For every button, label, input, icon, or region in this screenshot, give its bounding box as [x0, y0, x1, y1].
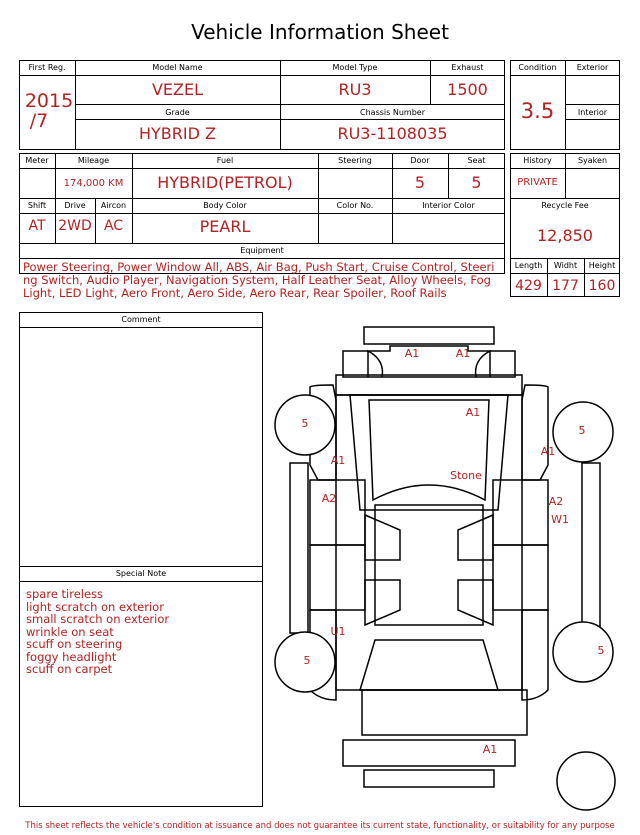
exhaust-label: Exhaust [451, 63, 484, 72]
mark-front-left-fender: A1 [330, 454, 346, 467]
tire-marks [302, 417, 605, 667]
left-front-door [310, 480, 365, 545]
condition-label: Condition [518, 63, 557, 72]
seat-value: 5 [471, 173, 482, 192]
history-label: History [523, 156, 552, 165]
fuel-label: Fuel [216, 156, 234, 165]
mark-front-right-fender: A1 [540, 445, 556, 458]
exhaust-value: 1500 [447, 80, 488, 99]
special-note-label: Special Note [115, 569, 167, 578]
mark-hood-left: A1 [404, 347, 420, 360]
drive-value: 2WD [58, 218, 92, 234]
width-label: Widht [553, 261, 578, 270]
damage-marks [322, 347, 569, 756]
special-note-item: scuff on steering [26, 637, 123, 651]
special-note-item: light scratch on exterior [26, 599, 164, 614]
trunk [362, 690, 527, 735]
first-reg-year: 2015 [24, 90, 74, 112]
right-side-skirt [582, 463, 600, 633]
color-no-label: Color No. [336, 201, 374, 210]
meter-label: Meter [25, 156, 49, 165]
special-note-item: scuff on carpet [26, 662, 113, 676]
equipment-list: Power Steering, Power Window All, ABS, Air Bag, Push Start, Cruise Control, Steering Switch, Audio Player, Navigation System, Half Leather Seat, Alloy Wheels, Fog Light, LED Light, Aero Front, Aero Side, Aero Rear, Rear Spoiler, Roof Rails [23, 260, 495, 300]
right-headlight [476, 351, 490, 377]
recycle-fee-label: Recycle Fee [541, 201, 589, 210]
body-color-value: PEARL [199, 217, 251, 236]
right-front-door [493, 480, 548, 545]
seat-label: Seat [467, 156, 486, 165]
left-side-skirt [290, 463, 308, 633]
spare-tire [557, 752, 615, 810]
left-headlight [368, 351, 382, 377]
length-value: 429 [515, 278, 542, 294]
tire-front-right-mark: 5 [578, 424, 586, 437]
door-value: 5 [414, 173, 426, 192]
history-value: PRIVATE [517, 177, 558, 188]
length-label: Length [514, 261, 543, 270]
tires [275, 395, 615, 810]
aircon-label: Aircon [100, 201, 127, 210]
special-note-item: foggy headlight [26, 649, 117, 664]
front-top-bar [364, 327, 494, 344]
door-label: Door [410, 156, 430, 165]
right-rear-door [493, 545, 548, 610]
chassis-label: Chassis Number [360, 108, 425, 117]
page-title: Vehicle Information Sheet [191, 20, 449, 44]
grade-label: Grade [165, 108, 190, 117]
right-rear-quarter [522, 610, 548, 700]
model-type: RU3 [338, 80, 372, 99]
car-outline [290, 327, 600, 787]
chassis-number: RU3-1108035 [337, 124, 448, 143]
fuel-value: HYBRID(PETROL) [157, 173, 293, 192]
condition-score: 3.5 [520, 99, 555, 123]
drive-label: Drive [64, 201, 86, 210]
hood [336, 375, 522, 395]
mileage-value: 174,000 KM [63, 178, 124, 189]
exterior-label: Exterior [576, 63, 609, 72]
mark-rear-bumper: A1 [482, 743, 498, 756]
model-type-label: Model Type [332, 63, 378, 72]
mark-left-rear-door: U1 [330, 625, 346, 638]
interior-color-label: Interior Color [422, 201, 475, 210]
comment-label: Comment [121, 315, 161, 324]
tire-rear-right-mark: 5 [597, 644, 605, 657]
equipment-label: Equipment [240, 246, 284, 255]
shift-label: Shift [27, 201, 47, 210]
special-note-item: wrinkle on seat [26, 624, 114, 639]
steering-label: Steering [338, 156, 372, 165]
mark-windshield: A1 [465, 406, 481, 419]
left-rear-door [310, 545, 365, 610]
syaken-label: Syaken [577, 156, 608, 165]
interior-label: Interior [577, 108, 608, 117]
body-color-label: Body Color [203, 201, 247, 210]
roof [375, 505, 483, 625]
left-rear-window [365, 580, 400, 625]
model-name: VEZEL [151, 80, 204, 99]
shift-value: AT [28, 218, 46, 234]
special-note-item: spare tireless [26, 587, 104, 601]
windshield [350, 395, 508, 510]
rear-glass [360, 640, 498, 690]
first-reg-label: First Reg. [28, 63, 66, 72]
width-value: 177 [552, 278, 579, 294]
body-outline [336, 395, 522, 690]
mark-left-front-door: A2 [321, 492, 337, 505]
mileage-label: Mileage [77, 156, 110, 165]
mark-hood-right: A1 [455, 347, 471, 360]
height-label: Height [588, 261, 616, 270]
aircon-value: AC [103, 218, 124, 234]
recycle-fee-value: 12,850 [537, 226, 593, 245]
left-front-window [365, 515, 400, 560]
right-front-fender [522, 385, 548, 480]
right-rear-window [458, 580, 493, 625]
height-value: 160 [588, 278, 616, 294]
mark-right-front-door-w: W1 [551, 513, 569, 526]
mark-roof: Stone [450, 469, 482, 482]
model-name-label: Model Name [152, 63, 203, 72]
first-reg-month: /7 [29, 110, 49, 132]
special-note-item: small scratch on exterior [26, 612, 170, 626]
tire-rear-left-mark: 5 [303, 654, 311, 667]
tire-front-left-mark: 5 [301, 417, 309, 430]
disclaimer-footer: This sheet reflects the vehicle's condition at issuance and does not guarantee its current state, functionality, or suitability for any purpose [25, 821, 615, 831]
rear-bottom-bar [364, 770, 494, 787]
right-front-window [458, 515, 493, 560]
mark-right-front-door-a: A2 [548, 495, 564, 508]
grade-value: HYBRID Z [139, 124, 216, 143]
